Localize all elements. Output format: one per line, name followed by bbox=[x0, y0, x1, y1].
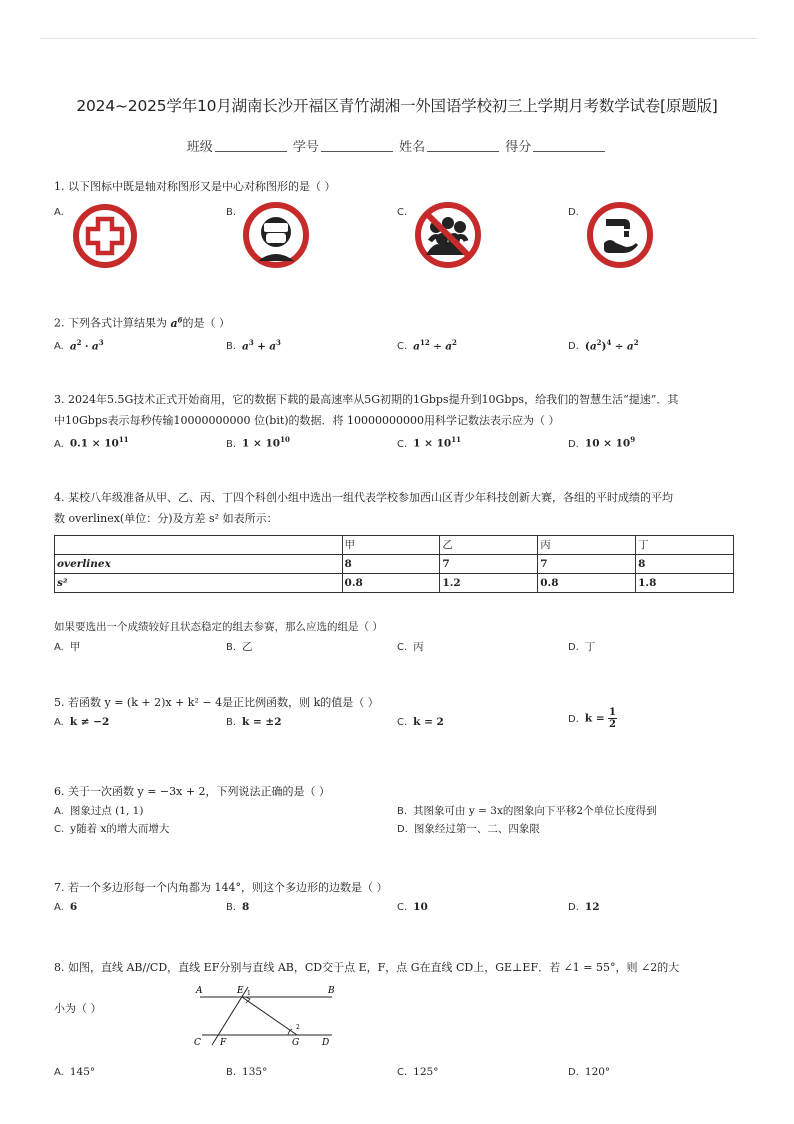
label-g: G bbox=[292, 1038, 300, 1047]
option-b[interactable]: B. 8 bbox=[226, 901, 250, 913]
option-a[interactable]: A. k ≠ −2 bbox=[54, 716, 110, 728]
label-f: F bbox=[220, 1038, 227, 1047]
student-info-line bbox=[0, 136, 794, 155]
no-crowd-icon[interactable] bbox=[414, 201, 482, 269]
option-d-label: D. bbox=[568, 207, 579, 218]
question-8-stem-line-2: 小为（ ） bbox=[54, 1002, 102, 1015]
question-6 bbox=[54, 781, 740, 842]
question-1-options bbox=[54, 197, 740, 267]
label-d: D bbox=[322, 1038, 330, 1047]
option-b[interactable]: B. $1 \times 10^{10}$ bbox=[226, 435, 290, 450]
option-b[interactable]: B. 乙 bbox=[226, 641, 253, 653]
option-a[interactable]: A. 甲 bbox=[54, 641, 81, 653]
option-c-label: C. bbox=[397, 207, 408, 218]
class-label: 班级 bbox=[186, 140, 213, 155]
score-label: 得分 bbox=[505, 140, 532, 155]
option-d[interactable]: D. 120° bbox=[568, 1066, 611, 1078]
fraction: $\frac{1}{2}$ bbox=[608, 707, 616, 730]
question-1 bbox=[54, 176, 740, 267]
option-c[interactable]: C. k = 2 bbox=[397, 716, 444, 728]
table-header-row: 甲 乙 丙 丁 bbox=[55, 536, 734, 555]
option-a-label: A. bbox=[54, 207, 64, 218]
id-label: 学号 bbox=[292, 140, 319, 155]
question-6-options-row-1 bbox=[54, 802, 740, 820]
question-7 bbox=[54, 877, 740, 920]
question-5-options bbox=[54, 707, 740, 743]
target-power: $a^6$ bbox=[170, 315, 183, 330]
option-b[interactable]: B. 其图象可由 y = 3x的图象向下平移2个单位长度得到 bbox=[397, 805, 657, 817]
question-6-options-row-2 bbox=[54, 820, 740, 842]
option-c[interactable]: C. 10 bbox=[397, 901, 428, 913]
question-4-options bbox=[54, 638, 740, 660]
question-3-stem-line-1: 3. 2024年5.5G技术正式开始商用，它的数据下载的最高速率从5G初期的1Gbps提升到10Gbps，给我们的智慧生活“提速”．其 bbox=[54, 393, 679, 406]
label-a: A bbox=[196, 986, 203, 996]
question-3 bbox=[54, 389, 740, 453]
option-c[interactable]: C. $1 \times 10^{11}$ bbox=[397, 435, 461, 450]
question-5 bbox=[54, 692, 740, 743]
label-e: E bbox=[237, 986, 244, 996]
question-8-stem: 8. 如图，直线 AB//CD，直线 EF分别与直线 AB，CD交于点 E，F，点 G在直线 CD上，GE⊥EF．若 ∠1 = 55°，则 ∠2的大 bbox=[54, 961, 680, 974]
option-b[interactable]: B. k = ±2 bbox=[226, 716, 282, 728]
option-d[interactable]: D. 丁 bbox=[568, 641, 596, 653]
option-d[interactable]: D. 图象经过第一、二、四象限 bbox=[397, 823, 540, 835]
option-c[interactable]: C. $a^{12} \div a^2$ bbox=[397, 337, 457, 353]
name-blank[interactable] bbox=[427, 139, 499, 152]
hand-wash-icon[interactable] bbox=[586, 201, 654, 269]
option-c[interactable]: C. 丙 bbox=[397, 641, 424, 653]
question-2-options bbox=[54, 334, 740, 356]
option-d[interactable]: D. 12 bbox=[568, 901, 600, 913]
score-blank[interactable] bbox=[533, 139, 605, 152]
score-table bbox=[54, 535, 734, 593]
label-c: C bbox=[194, 1038, 201, 1047]
red-cross-icon[interactable] bbox=[72, 203, 138, 269]
question-4-stem-line-2: 数 overlinex(单位：分)及方差 s² 如表所示： bbox=[54, 512, 278, 525]
option-d[interactable]: D. k = $\frac{1}{2}$ bbox=[568, 707, 616, 730]
question-5-stem: 5. 若函数 y = (k + 2)x + k² − 4是正比例函数，则 k的值是（ ） bbox=[54, 696, 379, 709]
question-4-question: 如果要选出一个成绩较好且状态稳定的组去参赛，那么应选的组是（ ） bbox=[54, 621, 383, 633]
class-blank[interactable] bbox=[215, 139, 287, 152]
table-row: overlinex 8 7 7 8 bbox=[55, 555, 734, 574]
question-7-stem: 7. 若一个多边形每一个内角都为 144°，则这个多边形的边数是（ ） bbox=[54, 881, 388, 894]
option-d[interactable]: D. $(a^2)^4 \div a^2$ bbox=[568, 337, 639, 353]
label-1: 1 bbox=[247, 990, 251, 997]
label-2: 2 bbox=[296, 1024, 300, 1031]
geometry-figure bbox=[192, 983, 342, 1047]
person-mask-icon[interactable] bbox=[242, 201, 310, 269]
page-title: 2024~2025学年10月湖南长沙开福区青竹湖湘一外国语学校初三上学期月考数学试卷[原题版] bbox=[76, 97, 718, 115]
label-b: B bbox=[328, 986, 335, 996]
question-2 bbox=[54, 309, 740, 356]
table-row: s² 0.8 1.2 0.8 1.8 bbox=[55, 574, 734, 593]
question-8 bbox=[54, 957, 740, 1085]
question-3-options bbox=[54, 431, 740, 453]
option-c[interactable]: C. 125° bbox=[397, 1066, 439, 1078]
option-a[interactable]: A. 145° bbox=[54, 1066, 96, 1078]
option-d[interactable]: D. $10 \times 10^9$ bbox=[568, 435, 636, 450]
option-a[interactable]: A. $0.1 \times 10^{11}$ bbox=[54, 435, 129, 450]
question-4-stem-line-1: 4. 某校八年级准备从甲、乙、丙、丁四个科创小组中选出一组代表学校参加西山区青少年科技创新大赛，各组的平时成绩的平均 bbox=[54, 491, 673, 504]
option-a[interactable]: A. $a^2 \cdot a^3$ bbox=[54, 337, 104, 353]
question-4 bbox=[54, 487, 740, 660]
option-a[interactable]: A. 6 bbox=[54, 901, 78, 913]
top-rule bbox=[40, 38, 758, 39]
question-8-options bbox=[54, 1063, 740, 1085]
name-label: 姓名 bbox=[399, 140, 426, 155]
option-a[interactable]: A. 图象过点 (1, 1) bbox=[54, 805, 144, 817]
question-1-stem: 1. 以下图标中既是轴对称图形又是中心对称图形的是（ ） bbox=[54, 180, 336, 193]
question-6-stem: 6. 关于一次函数 y = −3x + 2，下列说法正确的是（ ） bbox=[54, 785, 331, 798]
question-3-stem-line-2: 中10Gbps表示每秒传输10000000000 位(bit)的数据．将 10000000000用科学记数法表示应为（ ） bbox=[54, 414, 560, 427]
option-b[interactable]: B. $a^3 + a^3$ bbox=[226, 337, 281, 353]
question-2-stem: 2. 下列各式计算结果为 $a^6$的是（ ） bbox=[54, 315, 231, 330]
option-b[interactable]: B. 135° bbox=[226, 1066, 268, 1078]
segment-ge bbox=[242, 997, 297, 1035]
question-7-options bbox=[54, 898, 740, 920]
option-c[interactable]: C. y随着 x的增大而增大 bbox=[54, 823, 170, 835]
option-b-label: B. bbox=[226, 207, 237, 218]
id-blank[interactable] bbox=[321, 139, 393, 152]
